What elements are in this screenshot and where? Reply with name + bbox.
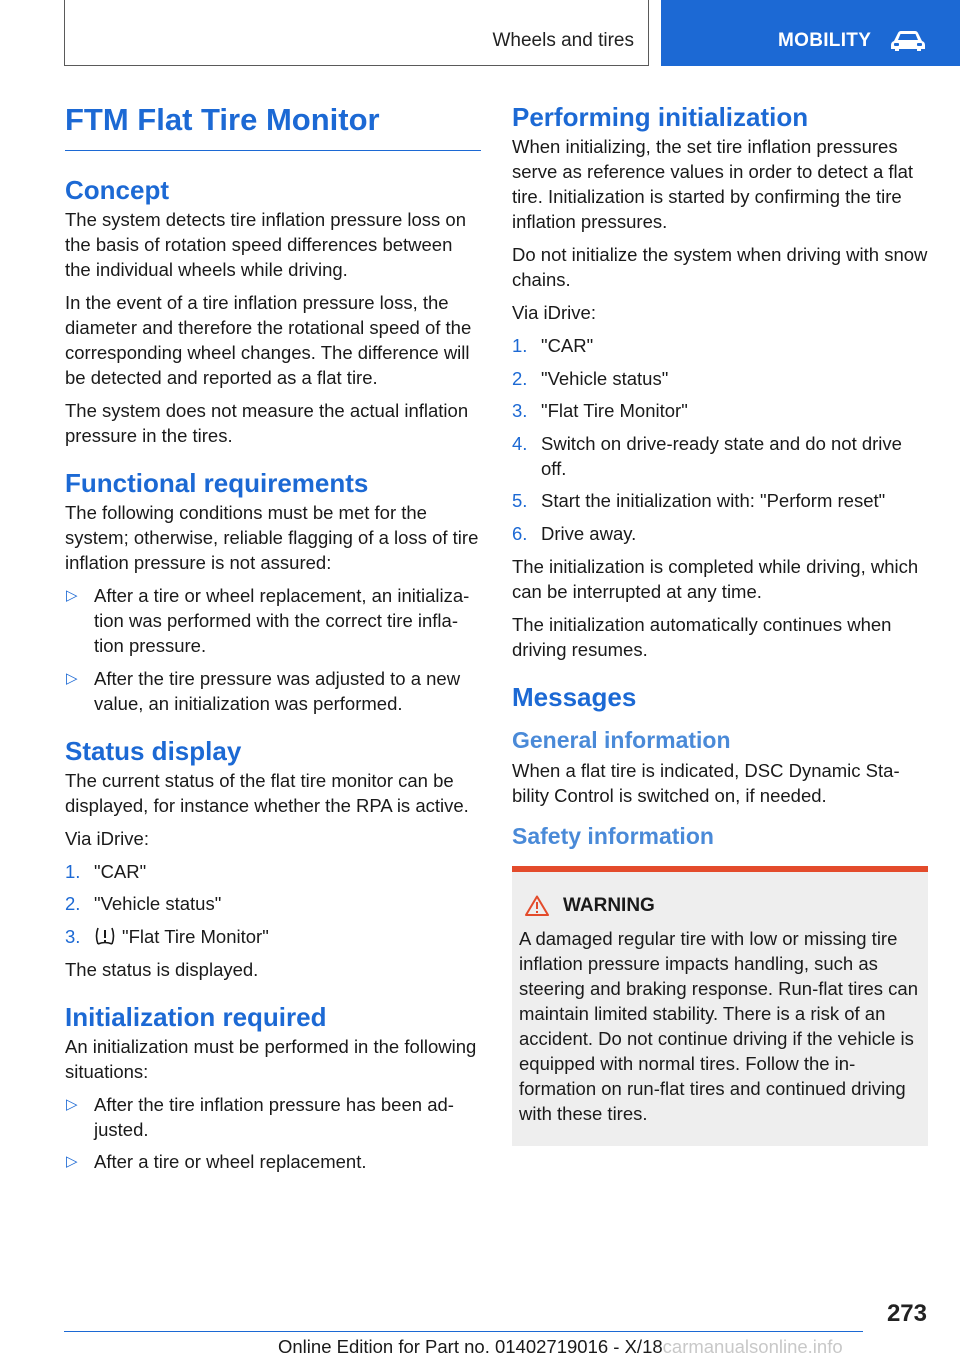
functional-requirements-heading: Functional requirements — [65, 468, 369, 498]
performing-paragraph-3: The initialization is completed while driving, which can be interrupted at any time. — [512, 555, 919, 602]
warning-text: A damaged regular tire with low or missing tire inflation pressure impacts handling, such as steering and braking response. Run-flat tires can maintain limited stability. There is a risk of an accident. Do not continue driving if the vehicle is equipped with normal tires. Follow the information on run-flat tires and continued driving with these tires. — [519, 927, 918, 1124]
concept-paragraph-3: The system does not measure the actual inflation pressure in the tires. — [65, 400, 469, 446]
status-display-paragraph: The current status of the flat tire monitor can be displayed, for instance whether the RPA is active. — [65, 769, 469, 816]
performing-paragraph-1: When initializing, the set tire inflation pressures serve as reference values in order to detect a flat tire. Initialization is started by confirming the tire inflation pressures. — [512, 136, 914, 232]
list-item: 3. "Flat Tire Monitor" — [65, 925, 269, 947]
car-icon — [890, 29, 926, 53]
initialization-required-heading: Initialization required — [65, 1001, 327, 1032]
list-item: ▷ After a tire or wheel replacement. — [66, 1151, 367, 1172]
initialization-required-list — [65, 1092, 481, 1175]
tire-pressure-warning-icon — [94, 926, 116, 946]
list-item: 2. "Vehicle status" — [65, 893, 222, 914]
initialization-required-intro: An initialization must be performed in the following situations: — [65, 1035, 477, 1082]
header-chapter-title: MOBILITY — [778, 30, 872, 51]
functional-requirements-intro: The following conditions must be met for the system; otherwise, reliable flagging of a loss of tire inflation pressure is not assured: — [65, 502, 479, 573]
list-item: 1. "CAR" — [65, 860, 147, 882]
footer-watermark: carmanualsonline.info — [662, 1336, 843, 1357]
list-item: ▷ After a tire or wheel replacement, an initialization was performed with the correct tire inflation pressure. — [66, 585, 470, 656]
header-section-tab — [64, 0, 649, 66]
triangle-bullet-icon: ▷ — [66, 1095, 78, 1113]
messages-heading: Messages — [512, 681, 637, 712]
performing-paragraph-4: The initialization automatically continues when driving resumes. — [512, 613, 892, 660]
list-item: ▷ After the tire inflation pressure has been adjusted. — [66, 1093, 454, 1140]
list-item: ▷ After the tire pressure was adjusted to a new value, an initialization was performed. — [66, 667, 461, 714]
triangle-bullet-icon: ▷ — [66, 669, 78, 687]
triangle-bullet-icon: ▷ — [66, 1153, 78, 1170]
performing-initialization-heading: Performing initialization — [512, 102, 809, 132]
list-item: 5. Start the initialization with: "Perform reset" — [512, 490, 886, 511]
warning-box — [512, 866, 928, 1146]
list-item: 4. Switch on drive-ready state and do not drive off. — [512, 432, 902, 479]
triangle-bullet-icon: ▷ — [66, 587, 78, 604]
list-item: 1. "CAR" — [512, 335, 594, 356]
status-via-idrive: Via iDrive: — [65, 827, 149, 849]
performing-via-idrive: Via iDrive: — [512, 302, 596, 323]
general-information-heading: General information — [512, 726, 731, 753]
footer-edition-text: Online Edition for Part no. 01402719016 - X/18 — [278, 1336, 663, 1357]
concept-paragraph-2: In the event of a tire inflation pressure loss, the diameter and therefore the rotational speed of the corresponding wheel changes. The difference will be detected and reported as a flat tire. — [65, 292, 472, 388]
performing-steps-list — [512, 333, 928, 546]
list-item: 3. "Flat Tire Monitor" — [512, 400, 688, 421]
page-number: 273 — [886, 1300, 927, 1327]
page-title: FTM Flat Tire Monitor — [65, 96, 481, 151]
performing-paragraph-2: Do not initialize the system when driving with snow chains. — [512, 244, 928, 290]
warning-header — [519, 894, 920, 918]
right-column — [512, 100, 928, 1146]
footer-divider — [64, 1331, 863, 1332]
status-steps-list — [65, 859, 481, 949]
safety-information-heading: Safety information — [512, 822, 714, 849]
list-item: 2. "Vehicle status" — [512, 367, 669, 389]
concept-heading: Concept — [65, 175, 169, 205]
status-display-heading: Status display — [65, 735, 242, 766]
header-section-title: Wheels and tires — [492, 30, 634, 51]
footer-edition — [278, 1336, 843, 1358]
functional-requirements-list — [65, 583, 481, 716]
concept-paragraph-1: The system detects tire inflation pressure loss on the basis of rotation speed differences between the individual wheels while driving. — [65, 209, 467, 280]
warning-label: WARNING — [563, 894, 655, 916]
list-item: 6. Drive away. — [512, 522, 637, 544]
warning-triangle-icon — [525, 895, 549, 916]
header-chapter-tab — [661, 0, 960, 66]
general-information-text: When a flat tire is indicated, DSC Dynamic Stability Control is switched on, if needed. — [512, 759, 900, 806]
left-column — [65, 96, 481, 1182]
status-displayed-note: The status is displayed. — [65, 958, 259, 980]
